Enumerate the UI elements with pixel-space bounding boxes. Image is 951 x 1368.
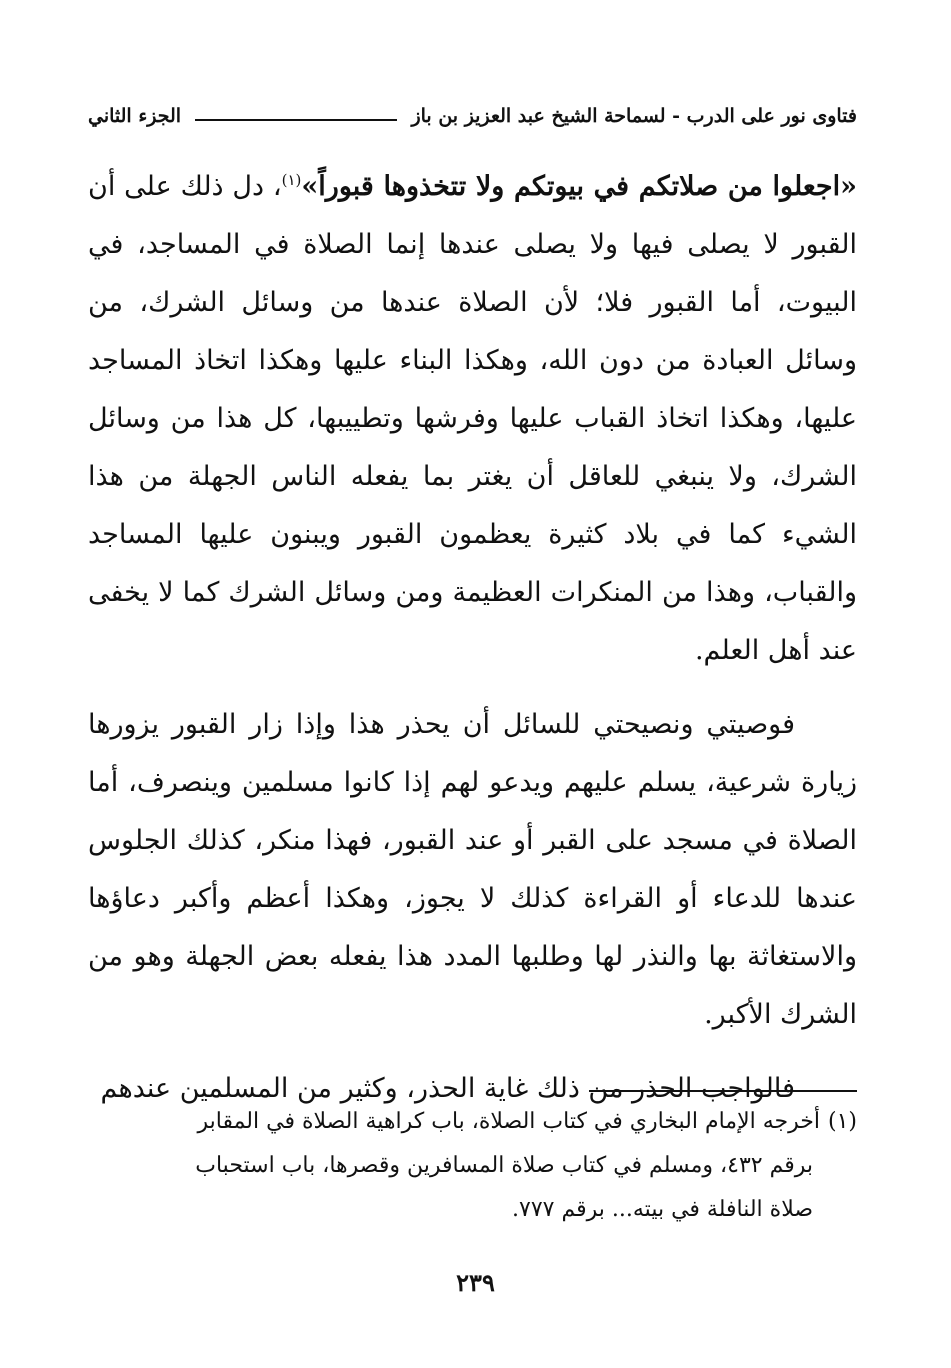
- running-header: [88, 96, 857, 136]
- main-text: [88, 158, 857, 1118]
- paragraph-3: فالواجب الحذر من ذلك غاية الحذر، وكثير من المسلمين عندهم: [100, 1073, 795, 1104]
- paragraph-1: [88, 158, 857, 680]
- footnote-ref: (١): [281, 171, 302, 189]
- footnote-line-3: صلاة النافلة في بيته... برقم ٧٧٧.: [512, 1197, 813, 1222]
- footnote-line-1: [88, 1100, 857, 1144]
- header-part: الجزء الثاني: [88, 105, 182, 127]
- footnote-separator: [589, 1090, 857, 1092]
- footnote-text-1: أخرجه الإمام البخاري في كتاب الصلاة، باب كراهية الصلاة في المقابر: [197, 1109, 820, 1134]
- header-title: فتاوى نور على الدرب - لسماحة الشيخ عبد العزيز بن باز: [411, 105, 857, 127]
- page-number: ٢٣٩: [456, 1268, 495, 1297]
- header-rule: [195, 119, 397, 121]
- paragraph-2: فوصيتي ونصيحتي للسائل أن يحذر هذا وإذا زار القبور يزورها زيارة شرعية، يسلم عليهم ويدعو لهم إذا كانوا مسلمين وينصرف، أما الصلاة في مسجد على القبر أو عند القبور، فهذا منكر، كذلك الجلوس عندها للدعاء أو القراءة كذلك لا يجوز، وهكذا أعظم وأكبر دعاؤها والاستغاثة بها والنذر لها وطلبها المدد هذا يفعله بعض الجهلة وهو من الشرك الأكبر.: [88, 709, 857, 1030]
- footnote: [88, 1100, 857, 1232]
- hadith-quote: «اجعلوا من صلاتكم في بيوتكم ولا تتخذوها قبوراً»: [301, 171, 857, 202]
- footnote-number: (١): [827, 1109, 857, 1134]
- footnote-line-2: برقم ٤٣٢، ومسلم في كتاب صلاة المسافرين وقصرها، باب استحباب: [195, 1153, 813, 1178]
- paragraph-1-text: ، دل ذلك على أن القبور لا يصلى فيها ولا يصلى عندها إنما الصلاة في المساجد، في البيوت، أما القبور فلا؛ لأن الصلاة عندها من وسائل الشرك، من وسائل العبادة من دون الله، وهكذا البناء عليها وهكذا اتخاذ المساجد عليها، وهكذا اتخاذ القباب عليها وفرشها وتطييبها، كل هذا من وسائل الشرك، ولا ينبغي للعاقل أن يغتر بما يفعله الناس الجهلة من هذا الشيء كما في بلاد كثيرة يعظمون القبور ويبنون عليها المساجد والقباب، وهذا من المنكرات العظيمة ومن وسائل الشرك كما لا يخفى عند أهل العلم.: [88, 171, 857, 666]
